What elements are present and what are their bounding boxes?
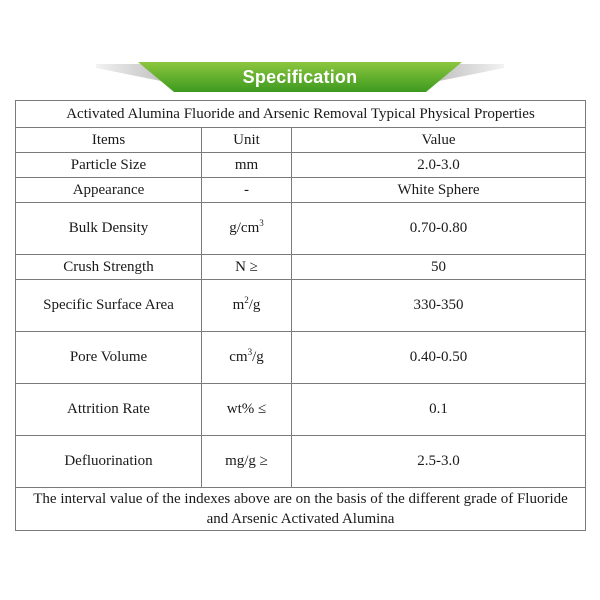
item-cell: Attrition Rate	[16, 384, 202, 436]
value-cell: 2.0-3.0	[292, 153, 586, 178]
table-row-specific-surface-area	[16, 280, 586, 332]
unit-cell	[202, 280, 292, 332]
unit-cell	[202, 203, 292, 255]
table-row-pore-volume	[16, 332, 586, 384]
unit-cell: mm	[202, 153, 292, 178]
item-cell: Specific Surface Area	[16, 280, 202, 332]
value-cell: 330-350	[292, 280, 586, 332]
value-cell: 0.40-0.50	[292, 332, 586, 384]
unit-base: g/cm	[229, 220, 260, 236]
unit-superscript: 3	[247, 347, 253, 357]
item-cell: Particle Size	[16, 153, 202, 178]
table-caption-row	[16, 101, 586, 128]
table-row-defluorination	[16, 436, 586, 488]
value-cell: 0.1	[292, 384, 586, 436]
unit-cell: N ≥	[202, 255, 292, 280]
value-cell: 0.70-0.80	[292, 203, 586, 255]
header-unit: Unit	[202, 128, 292, 153]
value-cell: 2.5-3.0	[292, 436, 586, 488]
unit-superscript: 3	[259, 218, 264, 228]
table-header-row	[16, 128, 586, 153]
table-footer-row	[16, 488, 586, 531]
unit-superscript: 2	[244, 295, 249, 305]
unit-base: cm	[229, 349, 248, 365]
unit-tail: /g	[252, 349, 264, 365]
value-cell: 50	[292, 255, 586, 280]
item-cell: Crush Strength	[16, 255, 202, 280]
table-row-appearance	[16, 178, 586, 203]
table-row-attrition-rate	[16, 384, 586, 436]
unit-cell: wt% ≤	[202, 384, 292, 436]
table-caption: Activated Alumina Fluoride and Arsenic Removal Typical Physical Properties	[16, 101, 586, 128]
banner-title: Specification	[242, 67, 358, 87]
unit-cell	[202, 332, 292, 384]
unit-tail: /g	[248, 297, 261, 313]
specification-banner	[96, 62, 504, 92]
table-row-particle-size	[16, 153, 586, 178]
value-cell: White Sphere	[292, 178, 586, 203]
specification-table	[15, 100, 586, 531]
header-items: Items	[16, 128, 202, 153]
item-cell: Defluorination	[16, 436, 202, 488]
table-row-bulk-density	[16, 203, 586, 255]
item-cell: Appearance	[16, 178, 202, 203]
unit-base: m	[232, 297, 245, 313]
item-cell: Pore Volume	[16, 332, 202, 384]
item-cell: Bulk Density	[16, 203, 202, 255]
header-value: Value	[292, 128, 586, 153]
table-row-crush-strength	[16, 255, 586, 280]
table-footer-note: The interval value of the indexes above are on the basis of the different grade of Fluoride and Arsenic Activated Alumina	[16, 488, 586, 531]
unit-cell: -	[202, 178, 292, 203]
unit-cell: mg/g ≥	[202, 436, 292, 488]
